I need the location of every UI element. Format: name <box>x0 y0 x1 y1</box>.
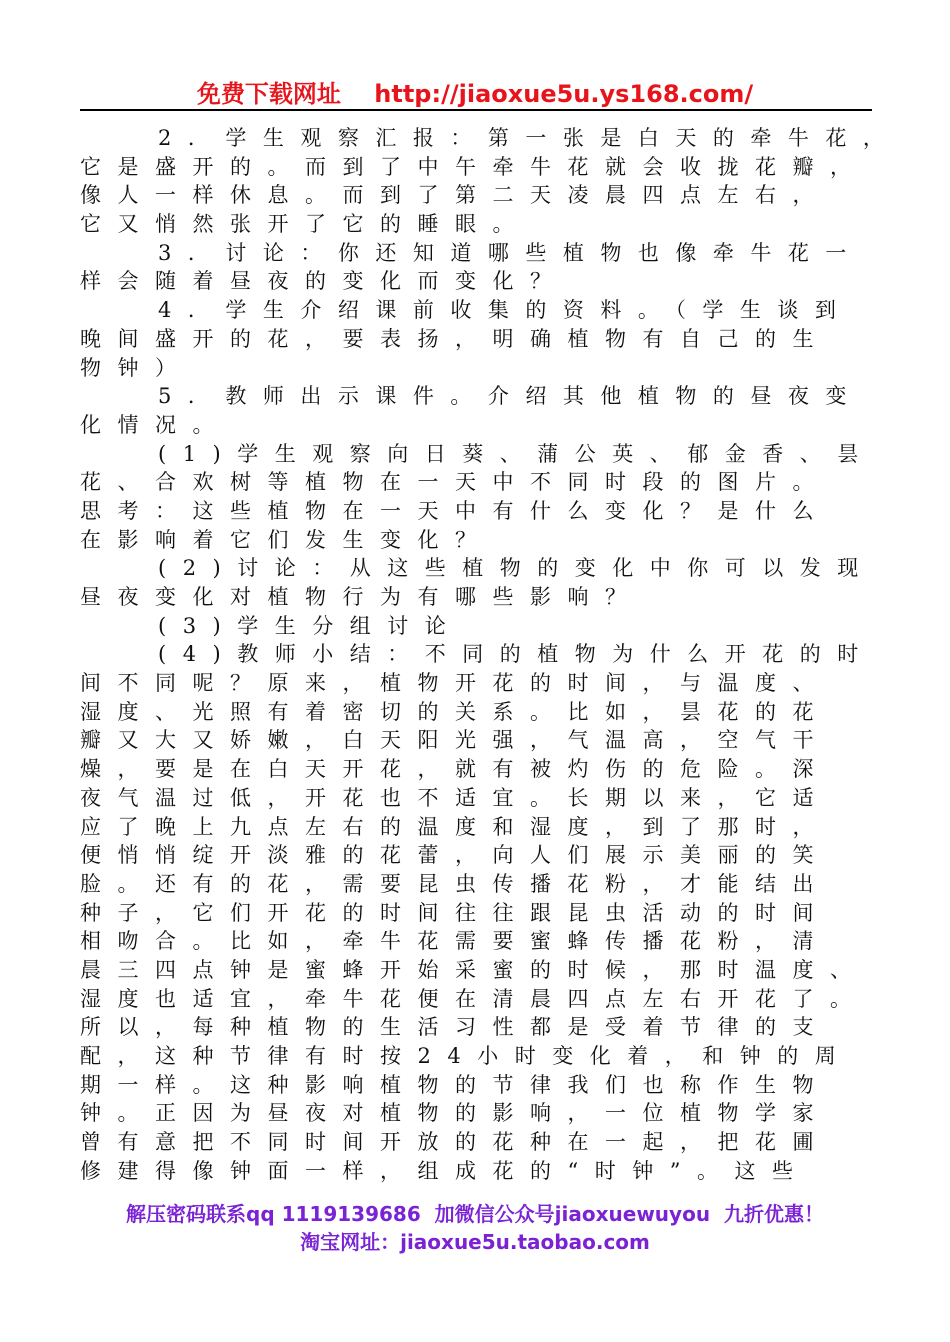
paragraph-line: 晚间盛开的花，要表扬，明确植物有自己的生 <box>80 326 830 351</box>
paragraph-line: (3)学生分组讨论 <box>158 613 463 638</box>
paragraph-line: 昼夜变化对植物行为有哪些影响？ <box>80 585 643 609</box>
paragraph-line: 湿度、光照有着密切的关系。比如，昙花的花 <box>80 699 830 724</box>
paragraph-line: (2)讨论：从这些植物的变化中你可以发现 <box>158 556 875 581</box>
paragraph-line: 期一样。这种影响植物的节律我们也称作生物 <box>80 1072 830 1097</box>
paragraph-line: 它是盛开的。而到了中午牵牛花就会收拢花瓣， <box>80 154 868 179</box>
document-body <box>80 124 901 1185</box>
paragraph-line: 湿度也适宜，牵牛花便在清晨四点左右开花了。 <box>80 986 868 1011</box>
paragraph-line: 相吻合。比如，牵牛花需要蜜蜂传播花粉，清 <box>80 929 830 954</box>
paragraph-line: 思考：这些植物在一天中有什么变化？是什么 <box>80 498 830 523</box>
paragraph-line: 曾有意把不同时间开放的花种在一起，把花圃 <box>80 1130 830 1155</box>
taobao-url-footer: 淘宝网址：jiaoxue5u.taobao.com <box>300 1230 650 1254</box>
paragraph-line: 夜气温过低，开花也不适宜。长期以来，它适 <box>80 785 830 810</box>
paragraph-line: 间不同呢？原来，植物开花的时间，与温度、 <box>80 671 830 696</box>
paragraph-line: 应了晚上九点左右的温度和湿度，到了那时， <box>80 814 830 839</box>
paragraph-line: 燥，要是在白天开花，就有被灼伤的危险。深 <box>80 757 830 782</box>
paragraph-line: (4)教师小结：不同的植物为什么开花的时 <box>158 642 875 667</box>
paragraph-line: 像人一样休息。而到了第二天凌晨四点左右， <box>80 183 830 208</box>
paragraph-line: 修建得像钟面一样，组成花的“时钟”。这些 <box>80 1158 810 1183</box>
paragraph-line: 样会随着昼夜的变化而变化？ <box>80 269 568 294</box>
paragraph-line: 晨三四点钟是蜜蜂开始采蜜的时候，那时温度、 <box>80 957 868 982</box>
paragraph-line: 瓣又大又娇嫩，白天阳光强，气温高，空气干 <box>80 728 830 753</box>
paragraph-line: 4．学生介绍课前收集的资料。（学生谈到 <box>158 298 853 323</box>
paragraph-line: 在影响着它们发生变化？ <box>80 527 493 552</box>
paragraph-line: 种子，它们开花的时间往往跟昆虫活动的时间 <box>80 900 830 925</box>
download-url-header: 免费下载网址 http://jiaoxue5u.ys168.com/ <box>196 80 754 108</box>
paragraph-line: (1)学生观察向日葵、蒲公英、郁金香、昙 <box>158 441 875 466</box>
paragraph-line: 便悄悄绽开淡雅的花蕾，向人们展示美丽的笑 <box>80 843 830 868</box>
paragraph-line: 5．教师出示课件。介绍其他植物的昼夜变 <box>158 384 863 409</box>
password-contact-footer: 解压密码联系qq 1119139686 加微信公众号jiaoxuewuyou 九折优惠！ <box>126 1202 824 1226</box>
paragraph-line: 物钟） <box>80 355 193 380</box>
paragraph-line: 配，这种节律有时按24小时变化着，和钟的周 <box>80 1044 853 1068</box>
paragraph-line: 所以，每种植物的生活习性都是受着节律的支 <box>80 1015 830 1040</box>
paragraph-line: 脸。还有的花，需要昆虫传播花粉，才能结出 <box>80 871 830 896</box>
paragraph-line: 3．讨论：你还知道哪些植物也像牵牛花一 <box>158 240 863 265</box>
paragraph-line: 花、合欢树等植物在一天中不同时段的图片。 <box>80 470 830 495</box>
paragraph-line: 它又悄然张开了它的睡眼。 <box>80 212 530 237</box>
header-divider <box>80 109 872 111</box>
paragraph-line: 2．学生观察汇报：第一张是白天的牵牛花， <box>158 126 901 150</box>
paragraph-line: 化情况。 <box>80 412 230 437</box>
paragraph-line: 钟。正因为昼夜对植物的影响，一位植物学家 <box>80 1101 830 1126</box>
